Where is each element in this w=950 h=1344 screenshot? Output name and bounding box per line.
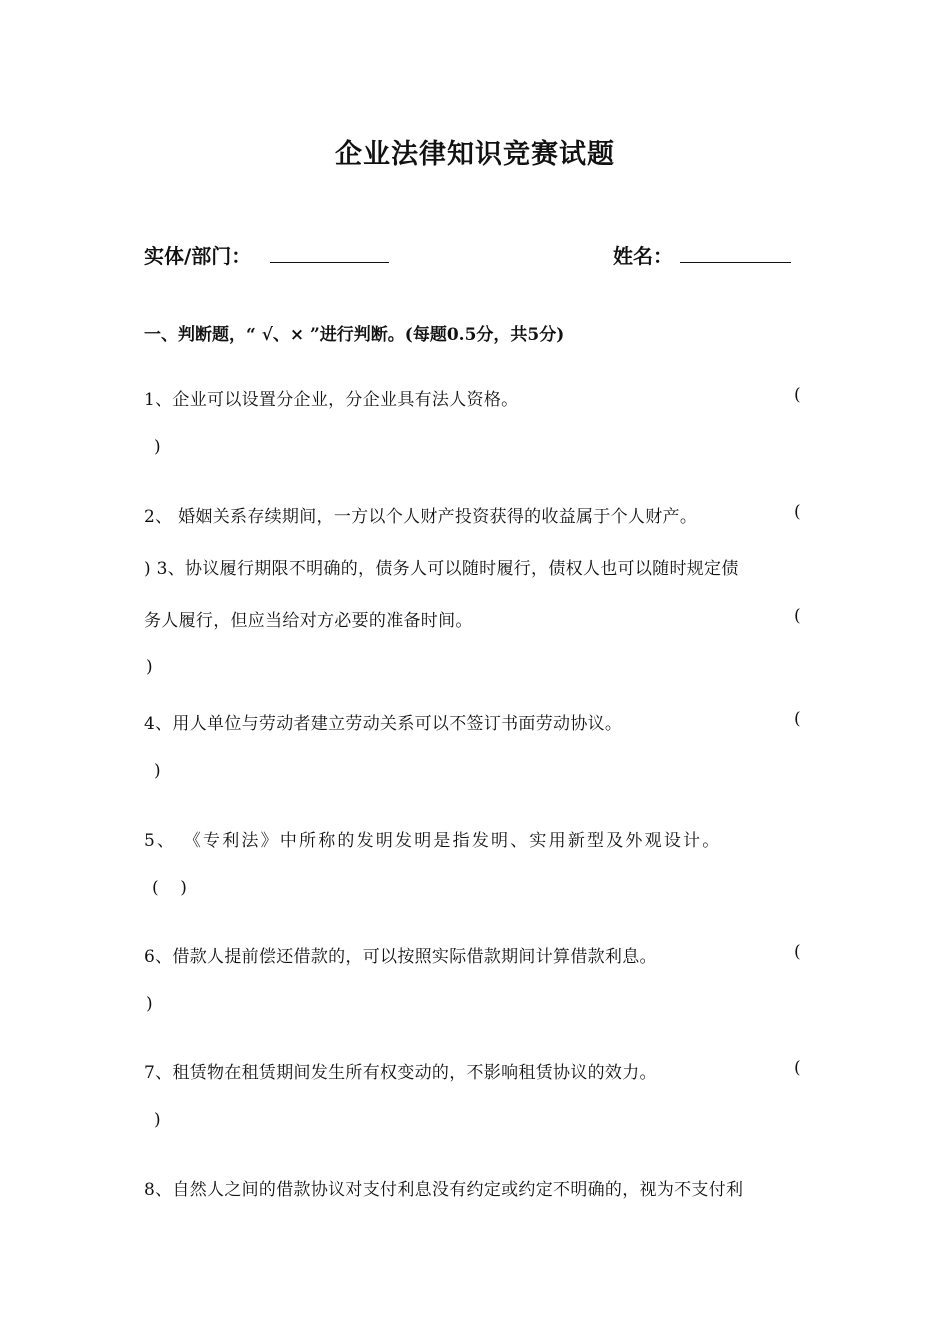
section-heading-judgement: 一、判断题，“ √、× ”进行判断。(每题0.5分，共5分) (144, 325, 565, 345)
question-4-answer-open[interactable]: ( (794, 709, 801, 729)
question-7-answer-open[interactable]: ( (794, 1058, 801, 1078)
question-4-answer-close: ) (154, 761, 161, 781)
question-1-text: 1、企业可以设置分企业，分企业具有法人资格。 (144, 390, 519, 410)
question-2-text: 2、 婚姻关系存续期间，一方以个人财产投资获得的收益属于个人财产。 (144, 507, 698, 527)
question-2-answer-open[interactable]: ( (794, 502, 801, 522)
question-7-text: 7、租赁物在租赁期间发生所有权变动的，不影响租赁协议的效力。 (144, 1063, 657, 1083)
entity-department-label: 实体/部门： (144, 244, 252, 268)
entity-department-blank[interactable] (270, 262, 389, 263)
question-6-text: 6、借款人提前偿还借款的，可以按照实际借款期间计算借款利息。 (144, 947, 657, 967)
question-1-answer-close: ) (154, 437, 161, 457)
question-8-text: 8、自然人之间的借款协议对支付利息没有约定或约定不明确的，视为不支付利 (144, 1180, 744, 1200)
name-label: 姓名： (613, 244, 673, 268)
question-4-text: 4、用人单位与劳动者建立劳动关系可以不签订书面劳动协议。 (144, 714, 623, 734)
question-6-answer-open[interactable]: ( (794, 942, 801, 962)
question-5-text: 5、 《专利法》中所称的发明发明是指发明、实用新型及外观设计。 (144, 831, 722, 851)
question-3-answer-open[interactable]: ( (794, 606, 801, 626)
question-3-line-1: ) 3、协议履行期限不明确的，债务人可以随时履行，债权人也可以随时规定债 (144, 559, 739, 579)
document-title: 企业法律知识竞赛试题 (335, 139, 615, 170)
question-5-answer-parens[interactable]: ( ) (152, 878, 187, 898)
question-1-answer-open[interactable]: ( (794, 385, 801, 405)
name-blank[interactable] (680, 262, 791, 263)
question-3-answer-close: ) (146, 657, 153, 677)
question-6-answer-close: ) (146, 994, 153, 1014)
question-7-answer-close: ) (154, 1110, 161, 1130)
question-3-line-2: 务人履行，但应当给对方必要的准备时间。 (144, 611, 473, 631)
